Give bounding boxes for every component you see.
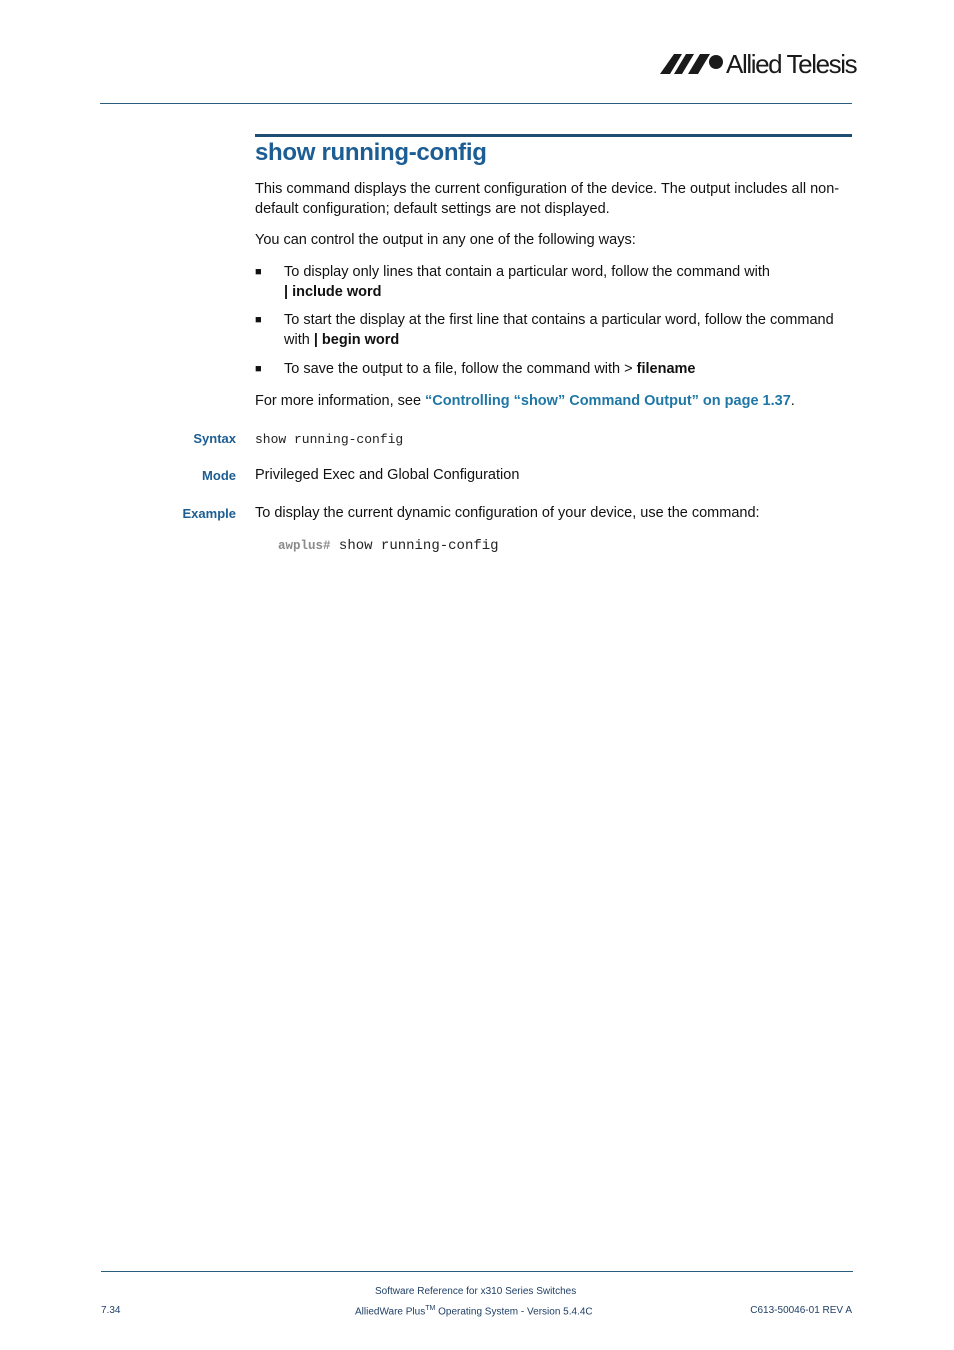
header-rule bbox=[100, 103, 852, 104]
bullet-text: To save the output to a file, follow the command with > bbox=[284, 361, 633, 377]
ways-paragraph: You can control the output in any one of the following ways: bbox=[255, 232, 636, 248]
bullet-square-icon: ■ bbox=[255, 363, 262, 375]
allied-telesis-mark-icon bbox=[660, 53, 724, 75]
example-text: To display the current dynamic configuration of your device, use the command: bbox=[255, 505, 760, 521]
title-rule bbox=[255, 134, 852, 137]
cross-reference-link[interactable]: “Controlling “show” Command Output” on page 1.37 bbox=[425, 393, 791, 409]
command-text: show running-config bbox=[338, 538, 499, 554]
footer-product: AlliedWare Plus™ Operating System - Version 5.4.4C bbox=[355, 1305, 593, 1318]
example-label: Example bbox=[182, 506, 236, 521]
bullet-square-icon: ■ bbox=[255, 314, 262, 326]
bullet-text: To display only lines that contain a particular word, follow the command with bbox=[284, 264, 770, 280]
syntax-value: show running-config bbox=[255, 432, 404, 447]
more-info-paragraph: For more information, see “Controlling “show” Command Output” on page 1.37. bbox=[255, 393, 795, 409]
document-id: C613-50046-01 REV A bbox=[750, 1305, 852, 1316]
bullet-code: | begin word bbox=[313, 331, 400, 348]
footer-rule bbox=[101, 1271, 853, 1272]
bullet-square-icon: ■ bbox=[255, 266, 262, 278]
bullet-text: To start the display at the first line that contains a particular word, follow the command with bbox=[284, 312, 834, 348]
bullet-code: filename bbox=[636, 361, 696, 377]
mode-value: Privileged Exec and Global Configuration bbox=[255, 467, 520, 483]
page-title: show running-config bbox=[255, 139, 487, 166]
footer-title: Software Reference for x310 Series Switches bbox=[375, 1286, 577, 1297]
allied-telesis-logo bbox=[660, 50, 856, 80]
brand-name: Allied Telesis bbox=[726, 49, 857, 79]
intro-paragraph: This command displays the current configuration of the device. The output includes all non-default configuration; default settings are not displayed. bbox=[255, 181, 840, 217]
bullet-code: | include word bbox=[284, 283, 382, 300]
example-command bbox=[278, 538, 499, 554]
syntax-label: Syntax bbox=[193, 431, 236, 446]
command-prompt: awplus# bbox=[278, 539, 331, 553]
page-number: 7.34 bbox=[101, 1305, 121, 1316]
mode-label: Mode bbox=[202, 468, 236, 483]
